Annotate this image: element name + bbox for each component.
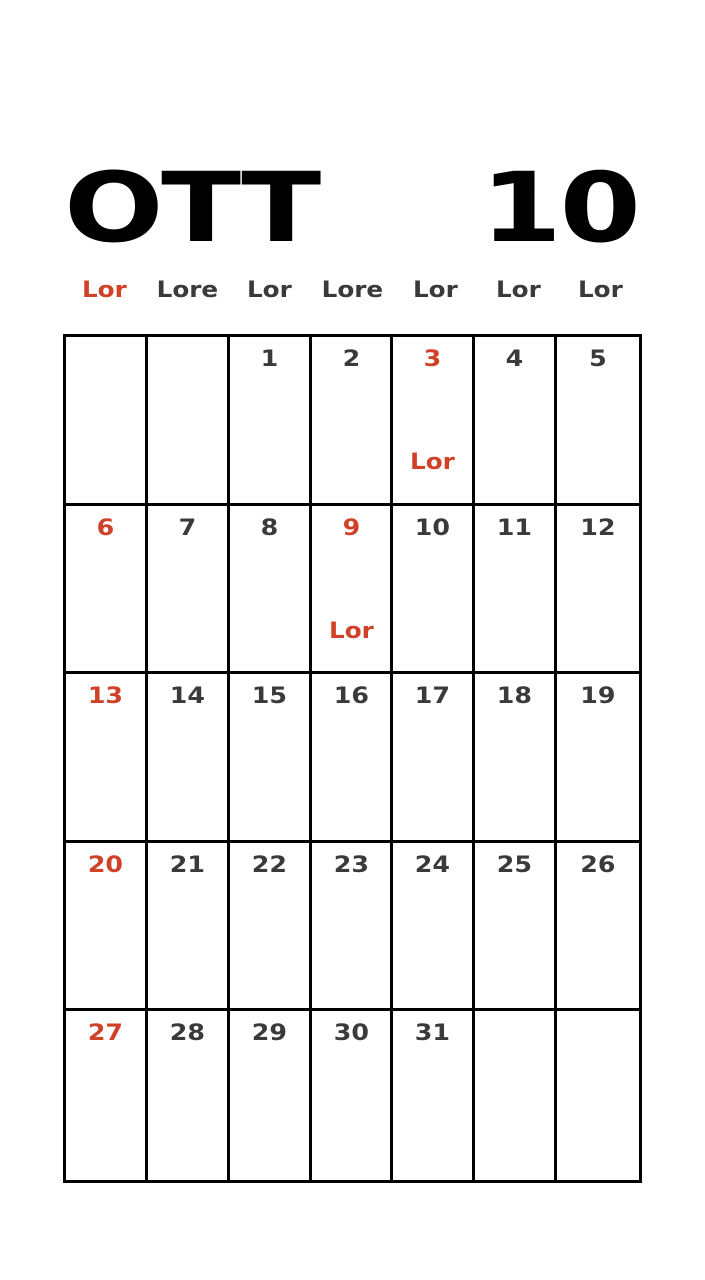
day-cell[interactable]	[230, 843, 312, 1012]
day-number: 4	[505, 347, 524, 372]
month-name: OTT	[64, 152, 319, 264]
day-cell[interactable]	[312, 674, 394, 843]
day-cell[interactable]	[312, 843, 394, 1012]
day-cell[interactable]	[148, 506, 230, 675]
day-cell[interactable]	[557, 674, 639, 843]
day-cell[interactable]	[66, 674, 148, 843]
day-cell[interactable]	[148, 674, 230, 843]
day-cell[interactable]	[66, 506, 148, 675]
day-cell[interactable]	[393, 337, 475, 506]
weekday-label: Lore	[156, 278, 218, 303]
day-cell[interactable]	[66, 1011, 148, 1180]
day-number: 26	[580, 852, 616, 878]
day-number: 16	[333, 684, 369, 710]
day-number: 9	[342, 515, 360, 541]
day-cell[interactable]	[475, 506, 557, 675]
day-number: 21	[169, 852, 205, 878]
empty-day-cell[interactable]	[66, 337, 148, 506]
event-label: Lor	[410, 450, 456, 475]
day-number: 31	[415, 1021, 451, 1047]
day-cell[interactable]	[66, 843, 148, 1012]
day-cell[interactable]	[393, 506, 475, 675]
day-cell[interactable]	[230, 337, 312, 506]
month-number: 10	[480, 152, 639, 264]
day-number: 19	[580, 684, 616, 710]
day-cell[interactable]	[312, 337, 394, 506]
day-number: 25	[497, 852, 533, 878]
day-number: 1	[260, 347, 278, 372]
empty-day-cell[interactable]	[475, 1011, 557, 1180]
day-cell[interactable]	[230, 674, 312, 843]
day-cell[interactable]	[393, 674, 475, 843]
day-number: 20	[87, 852, 124, 878]
day-number: 11	[497, 515, 533, 541]
day-cell[interactable]	[475, 674, 557, 843]
empty-day-cell[interactable]	[148, 337, 230, 506]
empty-day-cell[interactable]	[557, 1011, 639, 1180]
day-cell[interactable]	[557, 337, 639, 506]
day-number: 12	[580, 515, 616, 541]
weekday-label: Lore	[321, 278, 384, 303]
day-cell[interactable]	[148, 1011, 230, 1180]
day-number: 29	[251, 1021, 287, 1047]
day-number: 22	[251, 852, 287, 878]
weekday-label: Lor	[247, 278, 293, 303]
weekday-header	[63, 276, 642, 306]
weekday-label: Lor	[412, 278, 458, 303]
day-number: 6	[96, 515, 115, 541]
day-cell[interactable]	[557, 506, 639, 675]
day-number: 28	[169, 1021, 205, 1047]
day-cell[interactable]	[475, 843, 557, 1012]
weekday-label: Lor	[578, 278, 624, 303]
day-cell[interactable]	[312, 1011, 394, 1180]
weekday-label: Lor	[495, 278, 541, 303]
weekday-label: Lor	[81, 278, 127, 303]
day-cell[interactable]	[557, 843, 639, 1012]
day-cell[interactable]	[312, 506, 394, 675]
day-cell[interactable]	[393, 843, 475, 1012]
day-cell[interactable]	[475, 337, 557, 506]
day-cell[interactable]	[230, 1011, 312, 1180]
day-number: 24	[415, 852, 451, 878]
day-number: 27	[87, 1021, 124, 1047]
day-number: 23	[333, 852, 369, 878]
day-number: 14	[169, 684, 205, 710]
calendar-grid	[63, 334, 642, 1183]
day-number: 5	[589, 347, 607, 372]
day-number: 30	[333, 1021, 369, 1047]
day-number: 18	[497, 684, 533, 710]
day-number: 17	[415, 684, 451, 710]
day-cell[interactable]	[393, 1011, 475, 1180]
day-number: 13	[87, 684, 124, 710]
day-cell[interactable]	[148, 843, 230, 1012]
day-number: 7	[178, 515, 197, 541]
day-number: 15	[251, 684, 287, 710]
day-number: 10	[415, 515, 451, 541]
day-number: 2	[342, 347, 360, 372]
day-number: 3	[424, 347, 442, 372]
day-number: 8	[260, 515, 278, 541]
day-cell[interactable]	[230, 506, 312, 675]
event-label: Lor	[328, 618, 374, 644]
